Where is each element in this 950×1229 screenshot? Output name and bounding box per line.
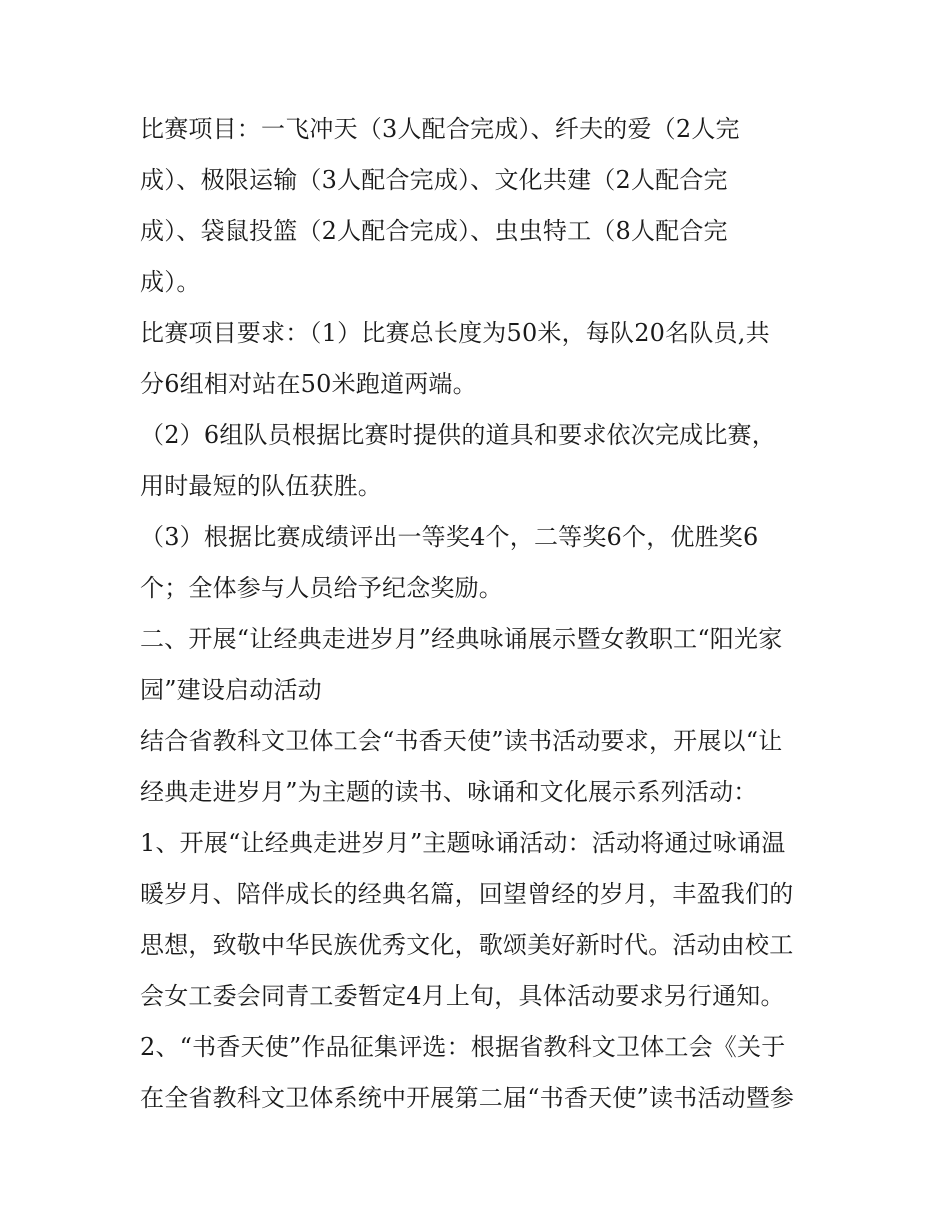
paragraph-requirement-2 <box>140 410 820 512</box>
text-line: 1、开展“让经典走进岁月”主题咏诵活动：活动将通过咏诵温 <box>140 829 786 857</box>
text-line: 经典走进岁月”为主题的读书、咏诵和文化展示系列活动： <box>140 778 758 806</box>
paragraph-requirement-3 <box>140 512 820 614</box>
text-line: （2）6组队员根据比赛时提供的道具和要求依次完成比赛， <box>140 421 776 449</box>
text-line: 二、开展“让经典走进岁月”经典咏诵展示暨女教职工“阳光家 <box>140 625 783 653</box>
text-line: 2、“书香天使”作品征集评选：根据省教科文卫体工会《关于 <box>140 1033 786 1061</box>
text-line: 结合省教科文卫体工会“书香天使”读书活动要求，开展以“让 <box>140 727 783 755</box>
paragraph-item-2 <box>140 1022 820 1124</box>
paragraph-item-1 <box>140 818 820 1022</box>
section-heading <box>140 614 820 716</box>
text-line: 比赛项目：一飞冲天（3人配合完成）、纤夫的爱（2人完 <box>140 115 740 143</box>
paragraph-requirement-1 <box>140 308 820 410</box>
text-line: 分6组相对站在50米跑道两端。 <box>140 370 477 398</box>
text-line: 成）、极限运输（3人配合完成）、文化共建（2人配合完 <box>140 166 728 194</box>
text-line: 园”建设启动活动 <box>140 676 322 704</box>
text-line: （3）根据比赛成绩评出一等奖4个，二等奖6个，优胜奖6 <box>140 523 759 551</box>
text-line: 暖岁月、陪伴成长的经典名篇，回望曾经的岁月，丰盈我们的 <box>140 880 794 908</box>
text-line: 个；全体参与人员给予纪念奖励。 <box>140 574 503 602</box>
text-line: 思想，致敬中华民族优秀文化，歌颂美好新时代。活动由校工 <box>140 931 794 959</box>
paragraph-section-intro <box>140 716 820 818</box>
text-line: 会女工委会同青工委暂定4月上旬，具体活动要求另行通知。 <box>140 982 785 1010</box>
text-line: 比赛项目要求：（1）比赛总长度为50米，每队20名队员,共 <box>140 319 770 347</box>
text-line: 成）、袋鼠投篮（2人配合完成）、虫虫特工（8人配合完 <box>140 217 728 245</box>
paragraph-competition-events <box>140 104 820 308</box>
text-line: 用时最短的队伍获胜。 <box>140 472 382 500</box>
text-line: 在全省教科文卫体系统中开展第二届“书香天使”读书活动暨参 <box>140 1084 795 1112</box>
document-body <box>140 104 820 1124</box>
text-line: 成）。 <box>140 268 201 296</box>
